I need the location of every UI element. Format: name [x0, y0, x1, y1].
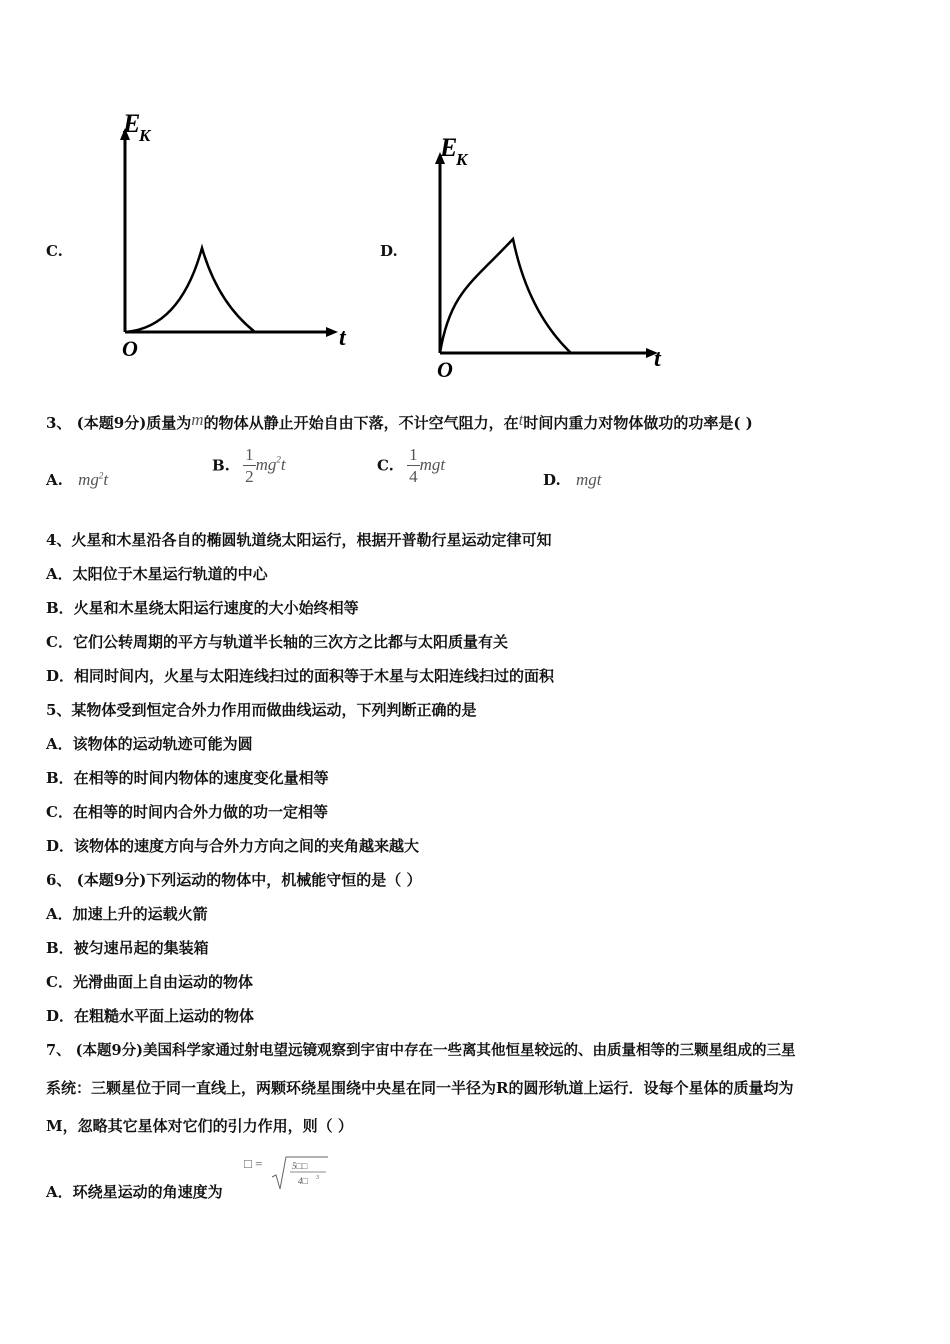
q5-option-b[interactable]: B．在相等的时间内物体的速度变化量相等: [46, 769, 329, 787]
q5-option-c[interactable]: C．在相等的时间内合外力做的功一定相等: [46, 803, 328, 821]
q4-option-c[interactable]: C．它们公转周期的平方与轨道半长轴的三次方之比都与太阳质量有关: [46, 633, 508, 651]
q3-option-d-label: D.: [543, 471, 561, 489]
question-7-line-1: 7、 (本题9分)美国科学家通过射电望远镜观察到宇宙中存在一些离其他恒星较远的、由质量相等的三颗星组成的三星: [46, 1042, 796, 1059]
q7-formula-den: 4□: [297, 1176, 308, 1186]
q3-stem-c: 时间内重力对物体做功的功率是( ): [523, 414, 753, 432]
graph-d-curve: [440, 239, 571, 353]
q3-option-b-expr: $\frac{1}{2}$ $mg^2t$: [245, 445, 286, 486]
question-7-line-2: 系统：三颗星位于同一直线上，两颗环绕星围绕中央星在同一半径为R的圆形轨道上运行．设每个星体的质量均为: [46, 1079, 794, 1097]
q6-option-c[interactable]: C．光滑曲面上自由运动的物体: [46, 973, 253, 991]
graph-c-ylabel-sub: K: [139, 126, 151, 145]
sqrt-icon: [270, 1155, 330, 1191]
q6-option-d[interactable]: D．在粗糙水平面上运动的物体: [46, 1007, 255, 1025]
q3-var-m: m: [191, 410, 204, 429]
graph-d-ylabel: E: [440, 133, 458, 162]
q3-option-c-label: C.: [377, 456, 394, 475]
q3-option-b-label: B.: [212, 456, 230, 475]
q3-option-c[interactable]: [377, 446, 445, 485]
graph-c-origin: O: [122, 336, 138, 358]
graph-c-ylabel: E: [123, 109, 141, 138]
graph-d-xlabel: t: [654, 346, 661, 372]
graph-c-xlabel: t: [339, 325, 346, 351]
q6-option-b[interactable]: B．被匀速吊起的集装箱: [46, 939, 209, 957]
question-6-stem: 6、 (本题9分)下列运动的物体中，机械能守恒的是（ ）: [46, 871, 422, 889]
q7-formula-num: 5□□: [291, 1161, 307, 1171]
graph-d-origin: O: [437, 357, 453, 382]
q5-option-a[interactable]: A．该物体的运动轨迹可能为圆: [46, 735, 253, 753]
q5-option-d[interactable]: D．该物体的速度方向与合外力方向之间的夹角越来越大: [46, 837, 420, 855]
q7-formula-den-sup: 3: [315, 1175, 319, 1181]
q3-option-a[interactable]: [46, 470, 108, 490]
q3-option-d-expr: mgt: [575, 470, 602, 489]
q3-stem-a: 3、 (本题9分)质量为: [46, 414, 192, 432]
q3-option-c-expr: $\frac{1}{4}$ mgt: [409, 445, 446, 486]
q7-option-a-text: A．环绕星运动的角速度为: [46, 1183, 223, 1201]
q7-option-a[interactable]: [46, 1181, 223, 1202]
question-3-stem: [46, 410, 753, 433]
question-5-stem: 5、某物体受到恒定合外力作用而做曲线运动，下列判断正确的是: [46, 701, 477, 719]
q7-option-a-formula: [244, 1155, 330, 1195]
q3-option-a-label: A.: [46, 471, 63, 489]
graph-c-x-arrow: [326, 327, 338, 337]
option-c-label: C.: [46, 242, 63, 260]
q3-stem-b: 的物体从静止开始自由下落，不计空气阻力，在: [203, 414, 519, 432]
q4-option-d[interactable]: D．相同时间内，火星与太阳连线扫过的面积等于木星与太阳连线扫过的面积: [46, 667, 555, 685]
graph-c: [110, 108, 360, 358]
option-d-label: D.: [380, 242, 398, 260]
question-4-stem: 4、火星和木星沿各自的椭圆轨道绕太阳运行，根据开普勒行星运动定律可知: [46, 531, 552, 549]
q4-option-a[interactable]: A．太阳位于木星运行轨道的中心: [46, 565, 268, 583]
q3-option-a-expr: $mg^2t$: [78, 470, 109, 489]
graph-c-curve: [125, 248, 255, 332]
q4-option-b[interactable]: B．火星和木星绕太阳运行速度的大小始终相等: [46, 599, 359, 617]
q6-option-a[interactable]: A．加速上升的运载火箭: [46, 905, 208, 923]
q7-formula-lhs: □ =: [244, 1156, 263, 1171]
graph-d: [428, 132, 678, 382]
q3-option-b[interactable]: [212, 446, 286, 485]
q3-var-t: t: [518, 410, 524, 429]
graph-d-ylabel-sub: K: [456, 150, 468, 169]
question-7-line-3: M，忽略其它星体对它们的引力作用，则（ ）: [46, 1117, 353, 1135]
q3-option-d[interactable]: [543, 470, 601, 490]
